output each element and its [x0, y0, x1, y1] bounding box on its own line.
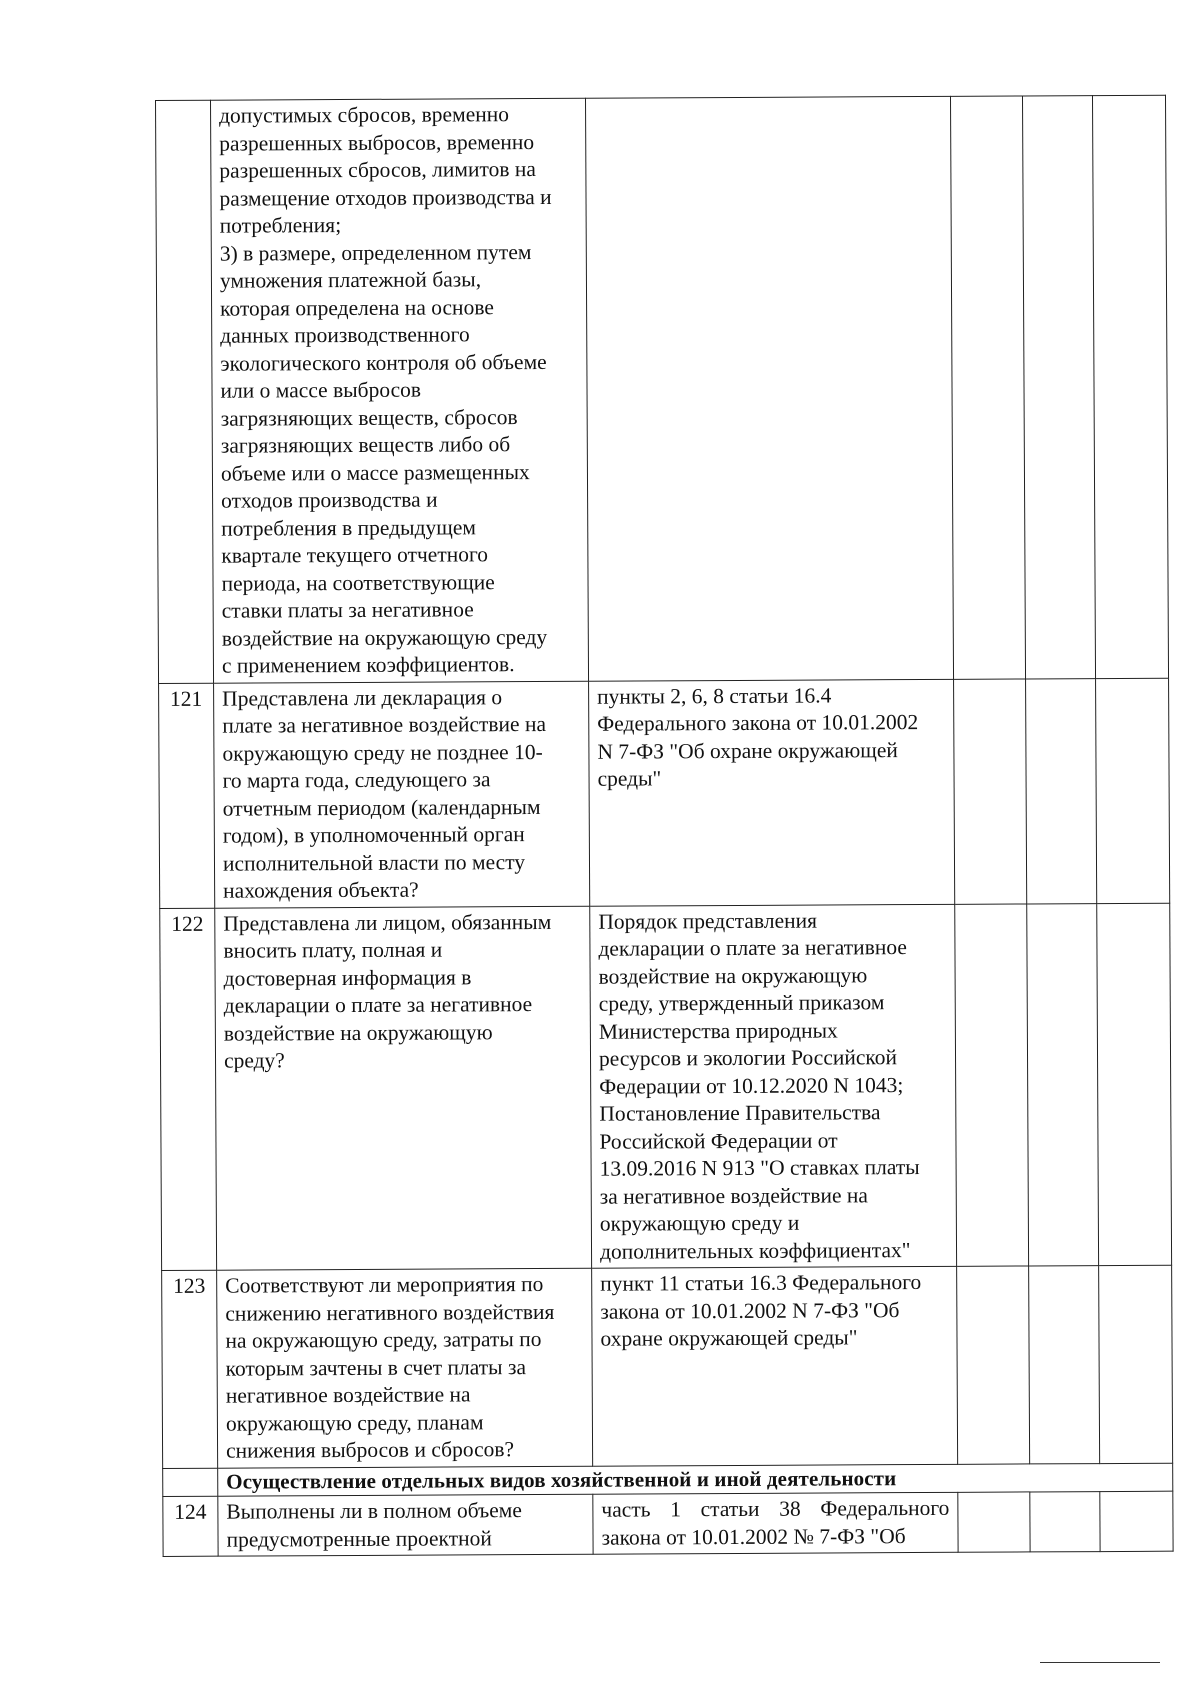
answer-na-cell — [1092, 95, 1168, 678]
answer-no-cell — [1029, 1266, 1100, 1464]
question-text: Представлена ли декларация о плате за негативное воздействие на окружающую среду не позднее 10- го марта года, следующего за отчетным периодом (календарным годом), в уполномоченный орган исполнительной власти по месту нахождения объекта? — [214, 681, 590, 908]
row-number: 122 — [160, 908, 217, 1271]
answer-na-cell — [1096, 678, 1170, 903]
footer-divider — [1040, 1662, 1160, 1663]
answer-yes-cell — [958, 1492, 1030, 1552]
row-number: 121 — [159, 683, 215, 908]
table-row — [159, 678, 1170, 908]
answer-no-cell — [1026, 678, 1097, 903]
answer-no-cell — [1022, 96, 1095, 679]
section-number-cell — [163, 1468, 218, 1497]
answer-na-cell — [1099, 1265, 1173, 1463]
table-row — [162, 1265, 1173, 1468]
row-number — [156, 100, 214, 683]
table-row — [156, 95, 1169, 683]
row-number: 123 — [162, 1270, 218, 1468]
answer-yes-cell — [954, 678, 1027, 903]
answer-na-cell — [1097, 903, 1172, 1266]
answer-yes-cell — [957, 1266, 1030, 1464]
question-text: Соответствуют ли мероприятия по снижению негативного воздействия на окружающую среду, затраты по которым зачтены в счет платы за негативное воздействие на окружающую среду, планам снижения выбросов и сбросов? — [217, 1268, 593, 1467]
table-row — [160, 903, 1172, 1271]
answer-yes-cell — [955, 903, 1029, 1266]
answer-no-cell — [1027, 903, 1099, 1266]
question-text: Представлена ли лицом, обязанным вносить плату, полная и достоверная информация в декларации о плате за негативное воздействие на окружающую среду? — [215, 906, 592, 1270]
question-text: Выполнены ли в полном объеме предусмотренные проектной — [218, 1494, 593, 1556]
answer-no-cell — [1030, 1492, 1100, 1552]
answer-na-cell — [1100, 1491, 1173, 1551]
table-row — [163, 1491, 1173, 1556]
section-title-text: Осуществление отдельных видов хозяйственной и иной деятельности — [226, 1465, 897, 1494]
legal-reference: Порядок представления декларации о плате за негативное воздействие на окружающую среду, утвержденный приказом Министерства природных ресурсов и экологии Российской Федерации от 10.12.2020 N 1043; Постановление Правительства Российской Федерации от 13.09.2016 N 913 "О ставках платы за негативное воздействие на окружающую среду и дополнительных коэффициентах" — [590, 904, 957, 1268]
answer-yes-cell — [950, 96, 1025, 679]
legal-reference: пункт 11 статьи 16.3 Федерального закона от 10.01.2002 N 7-ФЗ "Об охране окружающей среды" — [592, 1266, 958, 1465]
row-number: 124 — [163, 1496, 218, 1556]
legal-reference: пункты 2, 6, 8 статьи 16.4 Федерального закона от 10.01.2002 N 7-ФЗ "Об охране окружающей среды" — [589, 679, 955, 906]
question-text: допустимых сбросов, временно разрешенных выбросов, временно разрешенных сбросов, лимитов на размещение отходов производства и потребления; 3) в размере, определенном путем умножения платежной базы, которая определена на основе данных производственного экологического контроля об объеме или о массе выбросов загрязняющих веществ, сбросов загрязняющих веществ либо об объеме или о массе размещенных отходов производства и потребления в предыдущем квартале текущего отчетного периода, на соответствующие ставки платы за негативное воздействие на окружающую среду с применением коэффициентов. — [211, 98, 589, 682]
checklist-table — [155, 95, 1174, 1557]
legal-reference: часть 1 статьи 38 Федерального закона от 10.01.2002 № 7-ФЗ "Об — [593, 1492, 958, 1554]
legal-reference — [585, 96, 953, 680]
